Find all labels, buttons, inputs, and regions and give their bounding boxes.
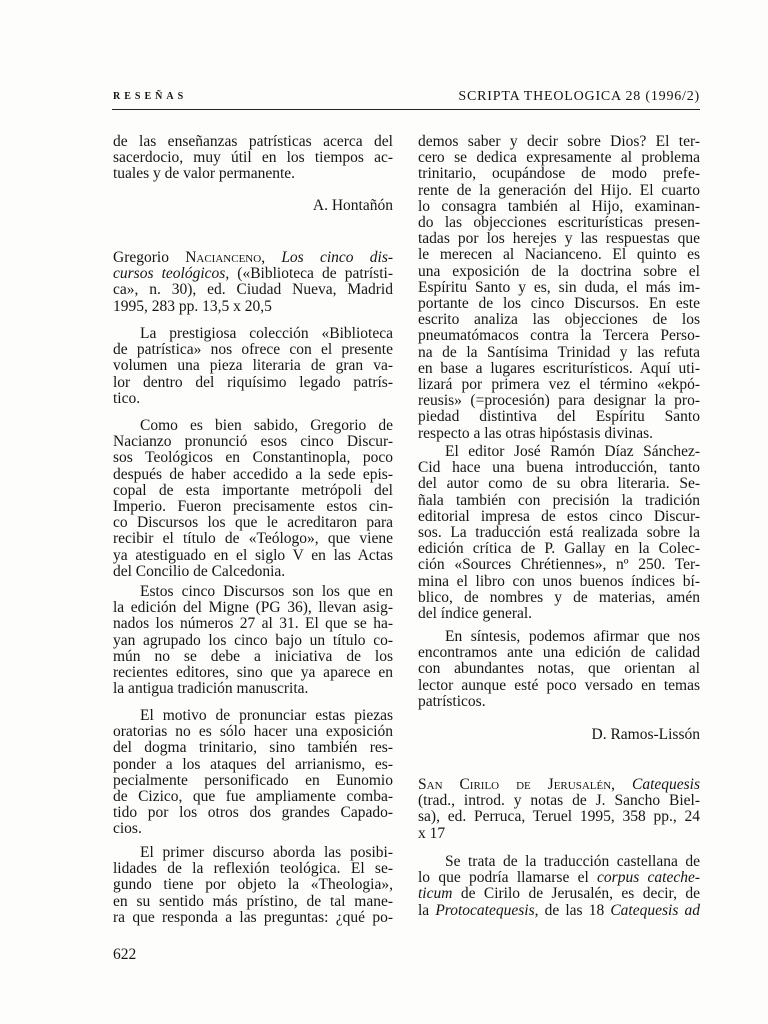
review-paragraph xyxy=(113,326,393,407)
text-line: sacerdocio, muy útil en los tiempos ac- xyxy=(113,149,393,167)
text-line: sos. La traducción está realizada sobre la xyxy=(418,524,700,542)
text-line: escrito analiza las objecciones de los xyxy=(418,311,700,329)
italic-text: Los cinco dis- xyxy=(281,249,394,266)
text-line: le merecen al Nacianceno. El quinto es xyxy=(418,246,700,264)
text-line: lo consagra también al Hijo, examinan- xyxy=(418,197,700,215)
text-line: tadas por los herejes y las respuestas que xyxy=(418,230,700,248)
text-line: edición crítica de P. Gallay en la Colec- xyxy=(418,540,700,558)
page-number: 622 xyxy=(113,946,137,963)
text-line: volumen una pieza literaria de gran va- xyxy=(113,357,393,375)
italic-text: Catequesis ad xyxy=(610,901,700,919)
text-line: yan agrupado los cinco bajo un título co- xyxy=(113,631,393,649)
italic-text: cursos teológicos xyxy=(113,265,226,283)
text-line xyxy=(113,266,393,282)
text-line: cero se dedica expresamente al problema xyxy=(418,149,700,167)
text-line: tico. xyxy=(113,389,141,407)
text-line: de las enseñanzas patrísticas acerca del xyxy=(113,133,393,150)
text-run: de Cirilo de Jerusalén, es decir, de xyxy=(452,885,700,903)
text-line: reusis» (=procesión) para designar la pro- xyxy=(418,392,700,410)
text-line: tido por los otros dos grandes Capado- xyxy=(113,804,393,822)
journal-running-head: SCRIPTA THEOLOGICA 28 (1996/2) xyxy=(458,89,700,104)
text-line: El editor José Ramón Díaz Sánchez- xyxy=(445,443,700,460)
review-paragraph xyxy=(113,845,393,926)
reviewer-signature: A. Hontañón xyxy=(312,197,393,214)
smallcaps-author-name: Nacianceno xyxy=(185,249,262,266)
text-line: ponder a los ataques del arrianismo, es- xyxy=(113,755,393,773)
text-line: portante de los cinco Discursos. En este xyxy=(418,295,700,313)
review-heading xyxy=(113,250,393,315)
italic-text: ticum xyxy=(418,885,453,903)
text-line: rente de la generación del Hijo. El cuarto xyxy=(418,181,700,199)
text-line: del Concilio de Calcedonia. xyxy=(113,562,286,580)
text-line: x 17 xyxy=(418,824,446,842)
text-line: ra que responda a las preguntas: ¿qué po- xyxy=(113,908,393,926)
text-line: El motivo de pronunciar estas piezas xyxy=(140,707,393,724)
review-paragraph xyxy=(418,444,700,622)
previous-review-paragraph xyxy=(113,134,393,183)
text-line: encontramos ante una edición de calidad xyxy=(418,644,700,662)
text-line: mún no se debe a iniciativa de los xyxy=(113,647,393,665)
text-line: ca», n. 30), ed. Ciudad Nueva, Madrid xyxy=(113,281,393,299)
review-paragraph xyxy=(113,708,393,838)
text-line: copal de esta importante metrópoli del xyxy=(113,481,393,499)
text-run: , («Biblioteca de patrísti- xyxy=(225,265,393,283)
text-line: de Cizico, que fue ampliamente comba- xyxy=(113,788,393,806)
text-line: patrísticos. xyxy=(418,692,486,710)
text-line: Como es bien sabido, Gregorio de xyxy=(140,417,393,434)
text-line: sos Teológicos en Constantinopla, poco xyxy=(113,449,393,467)
text-run: , de las 18 xyxy=(534,901,611,919)
text-line: la edición del Migne (PG 36), llevan asig- xyxy=(113,599,393,617)
text-line: nados los números 27 al 31. El que se ha- xyxy=(113,615,393,633)
text-run: , xyxy=(611,776,632,793)
text-line: pneumatómacos contra la Tercera Perso- xyxy=(418,327,700,345)
text-line xyxy=(418,777,700,793)
text-line: (trad., introd. y notas de J. Sancho Biel- xyxy=(418,792,700,810)
text-line: do las objecciones escriturísticas presen- xyxy=(418,214,700,232)
review-paragraph xyxy=(113,584,393,697)
text-line: pecialmente personificado en Eunomio xyxy=(113,771,393,789)
text-line xyxy=(113,250,393,266)
text-line: lidades de la reflexión teológica. El se- xyxy=(113,860,393,878)
text-line: lector aunque esté poco versado en temas xyxy=(418,676,700,694)
text-line: co Discursos los que le acreditaron para xyxy=(113,514,393,532)
text-line: lizará por primera vez el término «ekpó- xyxy=(418,376,700,394)
text-line: respecto a las otras hipóstasis divinas. xyxy=(418,424,654,442)
text-run: lo que podría llamarse el xyxy=(418,869,598,887)
text-line: ción «Sources Chrétiennes», nº 250. Ter- xyxy=(418,556,700,574)
text-line: recibir el título de «Teólogo», que viene xyxy=(113,530,393,548)
section-label: RESEÑAS xyxy=(113,91,188,102)
header-rule xyxy=(112,109,700,110)
review-heading xyxy=(418,777,700,842)
review-paragraph xyxy=(418,629,700,710)
text-line: blico, de nombres y de materias, amén xyxy=(418,588,700,606)
text-line: lor dentro del riquísimo legado patrís- xyxy=(113,373,393,391)
review-paragraph xyxy=(113,418,393,580)
text-line xyxy=(418,903,700,919)
text-line: recientes editores, sino que ya aparece en xyxy=(113,664,393,682)
text-line: mina el libro con unos buenos índices bí- xyxy=(418,572,700,590)
text-line: demos saber y decir sobre Dios? El ter- xyxy=(418,133,700,150)
text-line: 1995, 283 pp. 13,5 x 20,5 xyxy=(113,297,272,315)
text-line: Se trata de la traducción castellana de xyxy=(445,853,700,870)
text-run: , xyxy=(261,249,282,266)
text-line: na de la Santísima Trinidad y las refuta xyxy=(418,343,700,361)
text-line: editorial impresa de estos cinco Discur- xyxy=(418,507,700,525)
reviewer-signature: D. Ramos-Lissón xyxy=(591,726,700,743)
text-line: trinitario, ocupándose de modo prefe- xyxy=(418,165,700,183)
text-line: cios. xyxy=(113,820,142,838)
text-line: ñala también con precisión la tradición xyxy=(418,491,700,509)
text-line: oratorias no es sólo hacer una exposición xyxy=(113,723,393,741)
text-line: del índice general. xyxy=(418,605,533,623)
review-paragraph xyxy=(418,134,700,442)
text-line: del autor como de su obra literaria. Se- xyxy=(418,475,700,493)
text-run: la xyxy=(418,901,436,919)
text-line: Cid hace una buena introducción, tanto xyxy=(418,459,700,477)
text-line: de patrística» nos ofrece con el presente xyxy=(113,341,393,359)
text-line: El primer discurso aborda las posibi- xyxy=(140,844,393,861)
text-line: piedad distintiva del Espíritu Santo xyxy=(418,408,700,426)
text-line: en su sentido más prístino, de tal mane- xyxy=(113,892,393,910)
text-line: sa), ed. Perruca, Teruel 1995, 358 pp., 24 xyxy=(418,808,700,826)
text-line: una exposición de la doctrina sobre el xyxy=(418,262,700,280)
text-run: Gregorio xyxy=(113,249,186,266)
text-line: En síntesis, podemos afirmar que nos xyxy=(445,628,700,645)
text-line: gundo tiene por objeto la «Theologia», xyxy=(113,876,393,894)
text-line: Nacianzo pronunció esos cinco Discur- xyxy=(113,433,393,451)
text-line: La prestigiosa colección «Biblioteca xyxy=(140,325,393,342)
text-line: la antigua tradición manuscrita. xyxy=(113,680,309,698)
text-line: Estos cinco Discursos son los que en xyxy=(140,583,393,600)
text-line: del dogma trinitario, sino también res- xyxy=(113,739,393,757)
text-line: en base a lugares escriturísticos. Aquí uti- xyxy=(418,359,700,377)
italic-text: Protocatequesis xyxy=(435,901,535,919)
text-line: tuales y de valor permanente. xyxy=(113,165,296,183)
text-line: después de haber accedido a la sede epis- xyxy=(113,465,393,483)
smallcaps-author-name: San Cirilo de Jerusalén xyxy=(418,776,612,793)
text-line: Imperio. Fueron precisamente estos cin- xyxy=(113,498,393,516)
text-line xyxy=(418,870,700,886)
italic-text: corpus cateche- xyxy=(597,869,700,887)
italic-text: Catequesis xyxy=(631,776,701,793)
text-line: con abundantes notas, que orientan al xyxy=(418,660,700,678)
text-line: Espíritu Santo y es, sin duda, el más im- xyxy=(418,278,700,296)
review-paragraph xyxy=(418,854,700,919)
text-line xyxy=(418,886,700,902)
text-line: ya atestiguado en el siglo V en las Actas xyxy=(113,546,393,564)
